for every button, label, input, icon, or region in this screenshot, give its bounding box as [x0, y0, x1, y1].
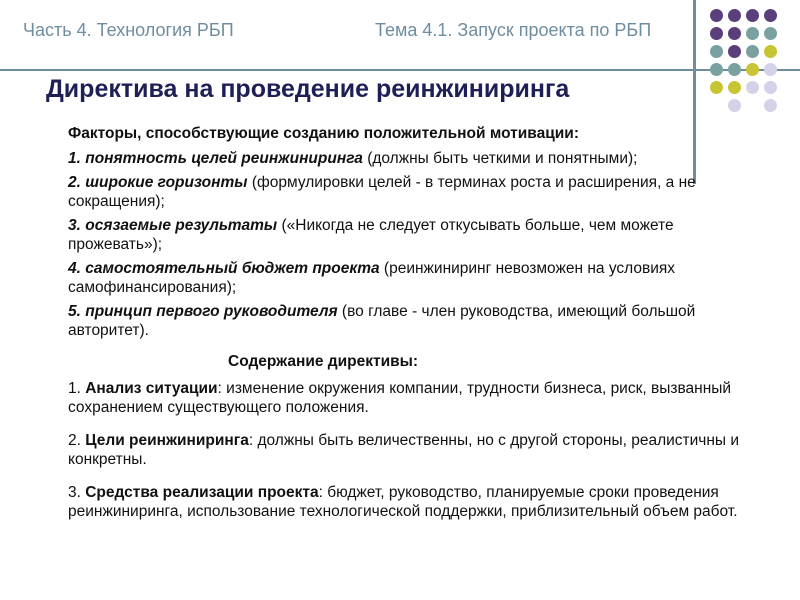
factor-heading: принцип первого руководителя — [85, 303, 338, 320]
decor-dot — [764, 45, 777, 58]
factor-text: (формулировки целей - в терминах роста и расширения, а не сокращения); — [68, 174, 696, 210]
factor-heading: широкие горизонты — [85, 174, 248, 191]
factors-heading — [68, 124, 758, 143]
directive-item — [68, 483, 758, 521]
decor-dot — [764, 9, 777, 22]
factor-number: 4. — [68, 260, 81, 277]
directive-number: 1. — [68, 380, 86, 397]
directive-item — [68, 379, 758, 417]
decor-dot — [746, 63, 759, 76]
directive-item — [68, 431, 758, 469]
decor-dot — [728, 81, 741, 94]
decor-dot — [746, 81, 759, 94]
directive-number: 2. — [68, 432, 86, 449]
factor-item — [68, 149, 758, 168]
decor-dot — [728, 99, 741, 112]
decor-dot — [728, 63, 741, 76]
decor-dot — [746, 27, 759, 40]
directive-heading: Содержание директивы: — [228, 353, 419, 370]
directive-item-heading: Анализ ситуации — [85, 380, 218, 397]
factor-heading: самостоятельный бюджет проекта — [85, 260, 380, 277]
factor-item — [68, 216, 758, 254]
decor-dot — [710, 45, 723, 58]
factor-text: («Никогда не следует откусывать больше, чем можете прожевать»); — [68, 217, 674, 253]
page-title: Директива на проведение реинжиниринга — [46, 75, 570, 103]
factor-number: 2. — [68, 174, 81, 191]
decor-dot — [764, 81, 777, 94]
horizontal-divider — [0, 69, 800, 71]
factors-title: Факторы, способствующие созданию положительной мотивации — [68, 125, 574, 142]
decor-dot — [710, 9, 723, 22]
factor-heading: понятность целей реинжиниринга — [85, 150, 363, 167]
factors-title-colon: : — [573, 125, 579, 142]
directive-item-heading: Средства реализации проекта — [85, 484, 319, 501]
topic-label: Тема 4.1. Запуск проекта по РБП — [375, 20, 652, 40]
directive-item-text: : изменение окружения компании, трудности бизнеса, риск, вызванный сохранением существующего положения. — [68, 380, 732, 416]
factor-item — [68, 259, 758, 297]
decor-dot — [746, 9, 759, 22]
factor-number: 1. — [68, 150, 81, 167]
factor-item — [68, 173, 758, 211]
decor-dot — [764, 27, 777, 40]
factor-number: 3. — [68, 217, 81, 234]
factor-item — [68, 302, 758, 340]
decor-dot — [728, 45, 741, 58]
decor-dot — [764, 63, 777, 76]
decor-dot — [728, 27, 741, 40]
factor-text: (должны быть четкими и понятными); — [362, 150, 638, 167]
directive-item-text: : бюджет, руководство, планируемые сроки проведения реинжиниринга, использование технологической поддержки, приблизительный объем работ. — [68, 484, 738, 520]
factor-text: (во главе - член руководства, имеющий большой авторитет). — [68, 303, 696, 339]
section-label: Часть 4. Технология РБП — [23, 20, 234, 40]
decor-dot — [764, 99, 777, 112]
decor-dot — [710, 63, 723, 76]
factor-number: 5. — [68, 303, 81, 320]
decor-dot — [728, 9, 741, 22]
directive-item-text: : должны быть величественны, но с другой стороны, реалистичны и конкретны. — [68, 432, 740, 468]
directive-number: 3. — [68, 484, 86, 501]
directive-item-heading: Цели реинжиниринга — [85, 432, 249, 449]
factor-heading: осязаемые результаты — [85, 217, 278, 234]
decor-dot — [710, 27, 723, 40]
slide-body — [68, 124, 758, 535]
factor-text: (реинжиниринг невозможен на условиях самофинансирования); — [68, 260, 676, 296]
decor-dot — [746, 45, 759, 58]
decor-dot — [710, 81, 723, 94]
